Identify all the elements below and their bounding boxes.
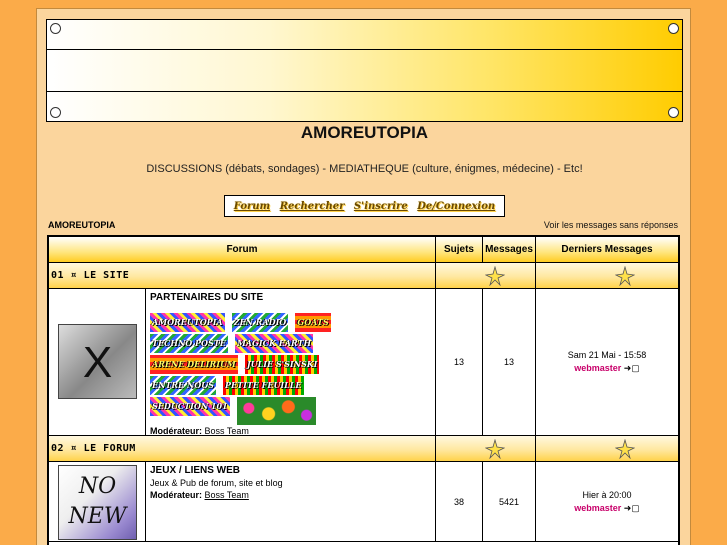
messages-count-cell [482,289,535,435]
topics-count: 13 [453,357,464,367]
header-topics: Sujets [435,237,482,262]
page-container [36,8,691,545]
header-messages: Messages [482,237,535,262]
nav-forum-link[interactable]: Forum [233,200,271,212]
site-title: AMOREUTOPIA [300,123,429,142]
messages-count: 5421 [498,496,520,507]
partner-badge[interactable]: ARENE DELIRIUM [150,355,238,374]
table-header-row [49,237,678,263]
category-name[interactable]: 02 ¤ LE FORUM [51,443,136,454]
goto-last-post-icon[interactable]: ➜▢ [623,502,640,513]
moderator-label: Modérateur: [150,490,203,500]
last-post-date: Sam 21 Mai - 15:58 [567,350,647,360]
last-post-info [536,490,678,514]
header-last-posts: Derniers Messages [535,237,678,262]
column-separator [435,436,436,461]
partner-badge[interactable]: JULIE S'SINSKI [245,355,320,374]
no-new-posts-icon: NO NEW [58,465,137,540]
banner-corner-dot [668,107,679,118]
forum-title-link[interactable]: PARTENAIRES DU SITE [150,292,264,303]
forum-info-cell [145,462,435,541]
header-banner [46,19,683,122]
column-separator [435,263,436,288]
last-post-info [536,350,678,374]
last-post-cell [535,289,678,435]
banner-divider-bottom [47,91,682,92]
forum-moderator [150,490,431,500]
category-name[interactable]: 01 ¤ LE SITE [51,270,130,281]
main-nav [224,195,505,217]
partner-badge[interactable]: TECHNO POSTE [150,334,228,353]
goto-last-post-icon[interactable]: ➜▢ [623,363,640,373]
forum-thumb-cell [49,289,145,435]
partner-badge[interactable]: PETITE FEUILLE [223,376,304,395]
forum-title-link[interactable]: JEUX / LIENS WEB [150,465,241,476]
forum-thumb-image: X [58,324,137,399]
messages-count: 13 [503,357,514,367]
star-sparkle-icon [615,266,635,286]
partner-badge[interactable]: ZEN RADIO [232,313,289,332]
flowers-banner[interactable] [237,397,316,425]
category-row [49,263,678,289]
star-sparkle-icon [615,439,635,459]
banner-corner-dot [50,23,61,34]
star-sparkle-icon [485,266,505,286]
star-sparkle-icon [485,439,505,459]
forum-row [49,462,678,542]
moderator-link[interactable]: Boss Team [204,490,249,500]
last-poster-link[interactable]: webmaster [574,502,622,513]
forum-row [49,289,678,436]
last-post-date: Hier à 20:00 [582,489,632,500]
topics-count-cell [435,462,482,541]
forum-info-cell [145,289,435,435]
topics-count-cell [435,289,482,435]
last-post-cell [535,462,678,541]
nav-search-link[interactable]: Rechercher [279,200,345,212]
partner-badge[interactable]: SEDUCTION 101 [150,397,230,416]
category-row [49,436,678,462]
banner-corner-dot [668,23,679,34]
banner-corner-dot [50,107,61,118]
site-description: DISCUSSIONS (débats, sondages) - MEDIATHEQUE (culture, énigmes, médecine) - Etc! [146,163,583,175]
header-forum: Forum [226,244,258,255]
column-separator [535,263,536,288]
unanswered-posts-link[interactable]: Voir les messages sans réponses [543,220,678,230]
forum-table [47,235,680,545]
partner-badges [150,313,390,425]
partner-badge[interactable]: GOATS [295,313,330,332]
last-poster-link[interactable]: webmaster [574,363,622,373]
moderator-link[interactable]: Boss Team [204,426,249,436]
partner-badge[interactable]: MAGICK EARTH [235,334,313,353]
breadcrumb[interactable]: AMOREUTOPIA [48,220,116,230]
topics-count: 38 [453,496,464,507]
partner-badge[interactable]: AMOREUTOPIA [150,313,225,332]
partner-badge[interactable]: ENTRE NOUS [150,376,216,395]
nav-login-link[interactable]: De/Connexion [417,200,496,212]
column-separator [535,436,536,461]
nav-register-link[interactable]: S'inscrire [353,200,408,212]
banner-divider-top [47,49,682,50]
forum-thumb-cell [49,462,145,541]
forum-description: Jeux & Pub de forum, site et blog [150,478,283,488]
moderator-label: Modérateur: [150,426,203,436]
messages-count-cell [482,462,535,541]
forum-moderator [150,426,431,436]
